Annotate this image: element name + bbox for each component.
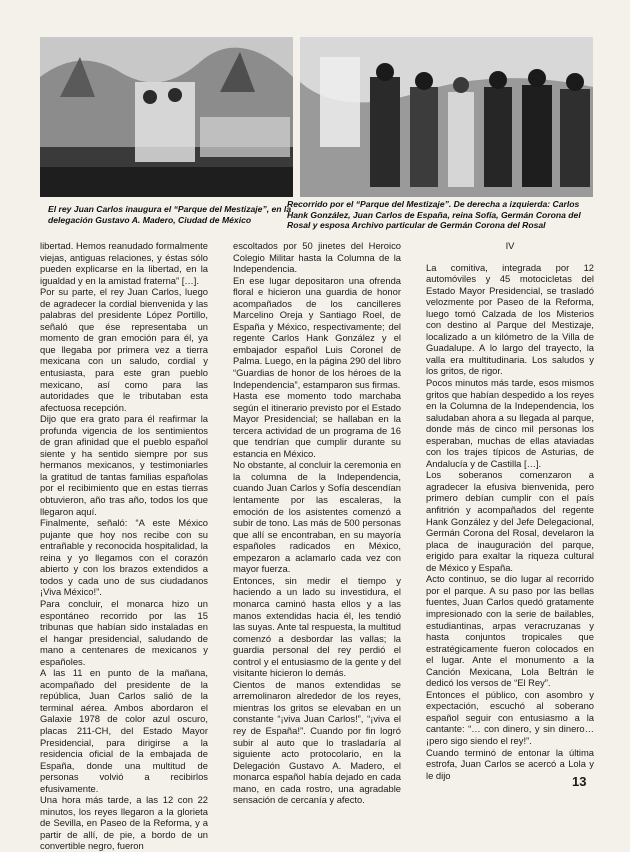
section-number: IV [505,240,515,251]
paragraph: Una hora más tarde, a las 12 con 22 minutos, los reyes llegaron a la glorieta de Sevilla, en Paseo de la Reforma, y a partir de allí, de pie, a bordo de un convertible negro, fueron [40,794,208,852]
paragraph: Cientos de manos extendidas se arremolinaron alrededor de los reyes, mientras los gritos se elevaban en un constante “¡viva Juan Carlos!”, “¡viva el rey de España!”. Cuando por fin logró subir al auto que lo trasladaría al siguiente acto protocolario, en la Delegación Gustavo A. Madero, el monarca español había dejado en cada mano, en cada rostro, una agradable sensación de cercanía y afecto. [233,678,401,806]
paragraph: Finalmente, señaló: “A este México pujante que hoy nos recibe con su entrañable y reconocida hospitalidad, la reina y yo llegamos con el corazón abierto y con los brazos extendidos a todos y cada uno de sus ciudadanos ¡Viva México!”. [40,517,208,598]
paragraph: Dijo que era grato para él reafirmar la profunda vigencia de los sentimientos de gran afinidad que el pueblo español siente y ha sentido siempre por sus hermanos mexicanos, y testimoniarles la gratitud de tantas familias españolas por el recibimiento que en estas tierras obtuvieron, año tras año, todos los que llegaron aquí. [40,413,208,517]
caption-right: Recorrido por el “Parque del Mestizaje”. De derecha a izquierda: Carlos Hank González, Juan Carlos de España, reina Sofía, Germán Corona del Rosal y esposa Archivo particular de Germán Corona del Rosal [287,199,581,230]
paragraph: A las 11 en punto de la mañana, acompañado del presidente de la república, Juan Carlos salió de la terminal aérea. Ambos abordaron el Galaxie 1978 de color azul oscuro, placas 211-CH, del Estado Mayor Presidencial, para dirigirse a la residencia oficial de la embajada de España, donde una multitud de personas volvió a recibirlos efusivamente. [40,667,208,794]
paragraph: Hasta ese momento todo marchaba según el itinerario previsto por el Estado Mayor Presidencial; se hallaban en la tercera actividad de un programa de 16 que tendrían que cumplir durante su estancia en México. [233,390,401,459]
paragraph: En ese lugar depositaron una ofrenda floral e hicieron una guardia de honor acompañados de los cancilleres Marcelino Oreja y Santiago Roel, de España y México, respectivamente; del regente Carlos Hank González y el embajador español Luis Coronel de Palma. Luego, en la página 290 del libro “Guardias de honor de los héroes de la Independencia”, estamparon sus firmas. [233,274,401,390]
column-1 [40,240,208,852]
photo-inauguration [40,37,293,197]
caption-left: El rey Juan Carlos inaugura el “Parque del Mestizaje”, en la delegación Gustavo A. Madero, Ciudad de México [48,204,292,225]
paragraph: Cuando terminó de entonar la última estrofa, Juan Carlos se acercó a Lola y le dijo [426,746,594,781]
paragraph: La comitiva, integrada por 12 automóviles y 45 motocicletas del Estado Mayor Presidencial, se trasladó velozmente por Paseo de la Reforma, luego tomó Calzada de los Misterios con destino al Parque del Mestizaje, localizado a un kilómetro de la Villa de Guadalupe. A lo largo del trayecto, la valla era multitudinaria. Los saludos y los gritos, de rigor. [426,261,594,377]
photo-inauguration-image [40,37,293,197]
photo-park-tour [300,37,593,197]
photo-park-tour-image [300,37,593,197]
paragraph: Acto continuo, se dio lugar al recorrido por el parque. A su paso por las bellas fuentes, Juan Carlos quedó gratamente impresionado con la serie de bailables, estudiantinas, arpas veracruzanas y hasta conjuntos tropicales que estratégicamente fueron colocados en el lugar. Ante el monumento a la Canción Mexicana, Lola Beltrán le dedicó los versos de “El Rey”. [426,573,594,689]
paragraph: Pocos minutos más tarde, esos mismos gritos que habían despedido a los reyes en la Columna de la Independencia, los saludaban ahora a su llegada al parque, donde más de cinco mil personas los esperaban, muchas de ellas ataviadas con los trajes típicos de Asturias, de Andalucía y de Castilla […]. [426,377,594,469]
paragraph: escoltados por 50 jinetes del Heroico Colegio Militar hasta la Columna de la Independencia. [233,240,401,275]
paragraph: Los soberanos comenzaron a agradecer la efusiva bienvenida, pero primero debían cumplir con el país anfitrión y acompañados del regente Hank González y del Jefe Delegacional, Germán Corona del Rosal, develaron la placa de inauguración del parque, erigido para exaltar la riqueza cultural de México y España. [426,469,594,573]
column-3 [426,240,594,785]
paragraph: libertad. Hemos reanudado formalmente viejas, antiguas relaciones, y éstas sólo pueden explicarse en la libertad, en la igualdad y en la amistad fraterna” […]. [40,240,208,286]
paragraph: Por su parte, el rey Juan Carlos, luego de agradecer la cordial bienvenida y las palabras del presidente López Portillo, señaló que ése representaba un momento de gran emoción para él, ya que llegaba por primera vez a tierra mexicana con un saludo, cordial y entusiasta, para este gran pueblo mexicano, así como para las autoridades que le tributaban esta afectuosa recepción. [40,286,208,413]
column-2 [233,240,401,806]
paragraph: Entonces el público, con asombro y expectación, escuchó al soberano español seguir con entusiasmo a la cantante: “… con dinero, y sin dinero… ¡pero sigo siendo el rey!”. [426,688,594,746]
page-number: 13 [572,774,587,789]
paragraph: Entonces, sin medir el tiempo y haciendo a un lado su investidura, el monarca caminó hasta ellos y a las manos extendidas hacia él, les tendió las suyas. Ante tal respuesta, la multitud comenzó a desbordar las vallas; la guardia personal del rey perdió el control y el entusiasmo de la gente y del visitante hicieron lo demás. [233,574,401,679]
paragraph: Para concluir, el monarca hizo un espontáneo recorrido por las 15 tribunas que habían sido instaladas en el hangar presidencial, saludando de mano a centenares de mexicanos y españoles. [40,597,208,667]
paragraph: No obstante, al concluir la ceremonia en la columna de la Independencia, cuando Juan Carlos y Sofía descendían lentamente por las escaleras, la emoción de los asistentes comenzó a subir de tono. Las más de 500 personas que allí se encontraban, en su mayoría españoles radicados en México, empezaron a aclamarlo cada vez con mayor fuerza. [233,459,401,575]
